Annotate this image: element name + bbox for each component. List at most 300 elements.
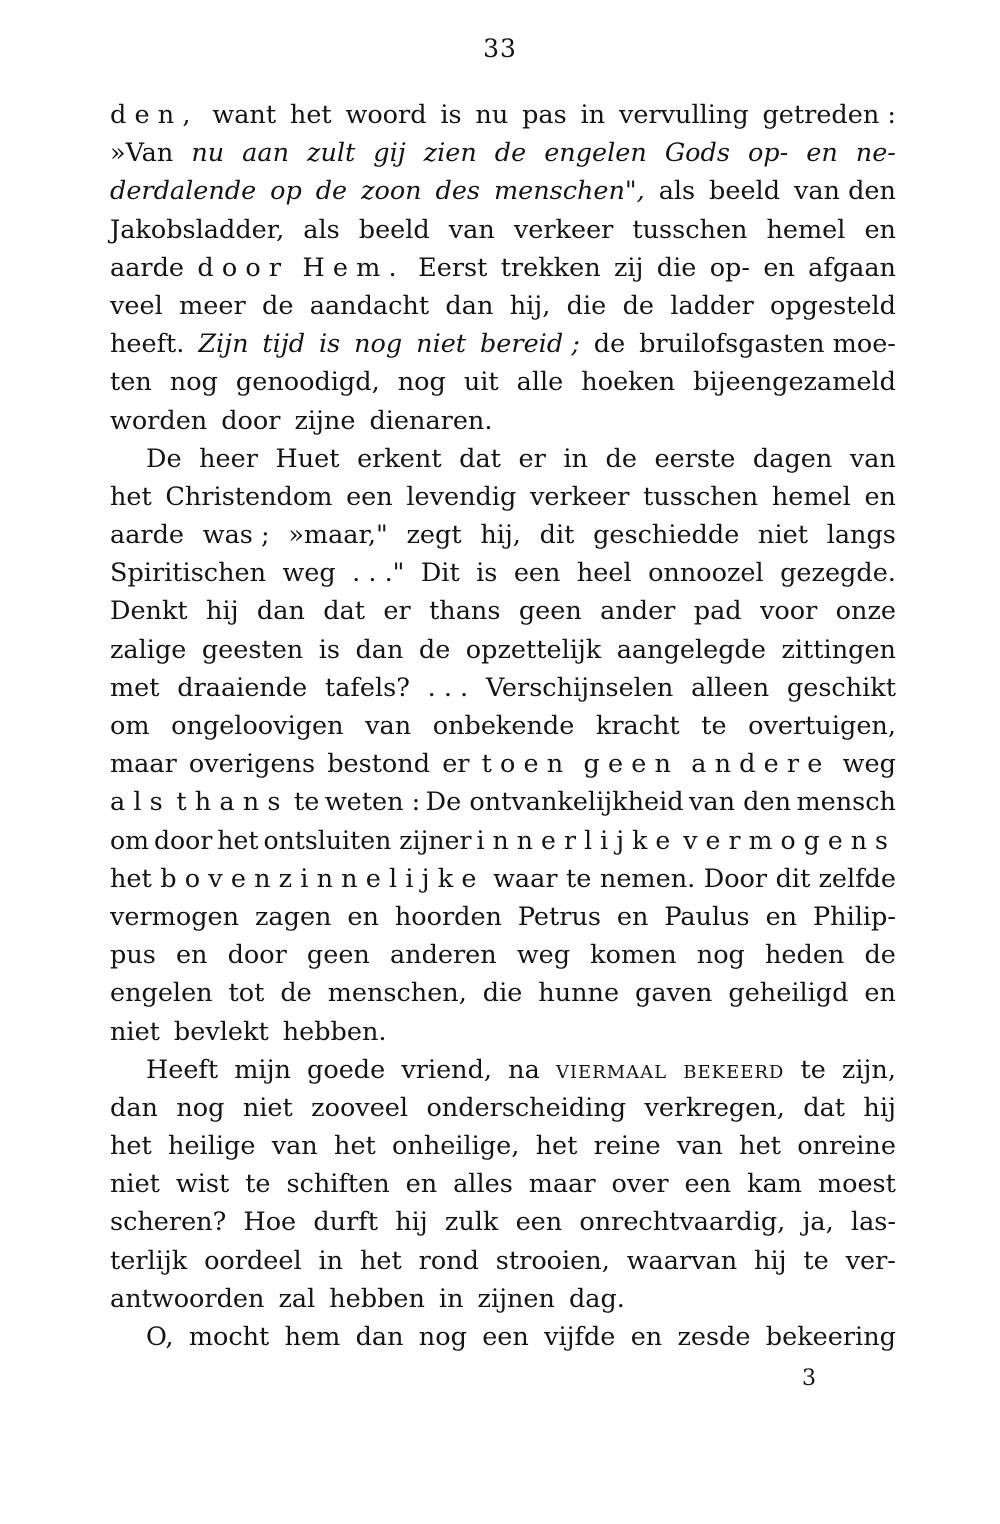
word: derdalende [110, 176, 257, 207]
text-line [110, 249, 896, 287]
word: heel [576, 558, 632, 589]
word: geen [306, 940, 370, 971]
word: waarvan [626, 1245, 738, 1276]
text-line [110, 1165, 896, 1203]
word: zegt [406, 520, 462, 551]
word: hemel [766, 214, 846, 245]
word: meer [179, 290, 246, 321]
text-line [110, 402, 896, 440]
word: dan [110, 1092, 158, 1123]
word: bekeering [765, 1322, 896, 1352]
word: onbekende [432, 711, 575, 741]
word: van [849, 443, 896, 474]
word: weg [842, 749, 896, 780]
text-line [110, 516, 896, 554]
text-line [110, 707, 896, 745]
word: zijn, [841, 1054, 896, 1085]
word: het [334, 1131, 376, 1162]
word: . . . [427, 672, 469, 703]
word: heilige [168, 1131, 256, 1162]
word: eerste [654, 443, 736, 474]
word: te [245, 1169, 271, 1200]
word: geesten [201, 634, 304, 665]
text-line [110, 1318, 896, 1356]
word: te [800, 1054, 826, 1085]
word: toen [481, 749, 572, 780]
word: bovenzinnelijke [160, 863, 485, 894]
word: op- [747, 138, 789, 169]
word: »Van [110, 138, 174, 169]
word: des [435, 176, 481, 207]
word: maar [528, 1169, 596, 1200]
word: ten [110, 367, 152, 398]
word: bruilofsgasten moe- [639, 329, 896, 360]
word: ja, [802, 1207, 834, 1238]
text-line [110, 440, 896, 478]
word: dan [256, 596, 305, 627]
text-line [110, 363, 896, 401]
word: dan [445, 290, 494, 321]
word: de [315, 176, 348, 207]
word: over [611, 1169, 669, 1200]
word: op [270, 176, 302, 207]
word: en [630, 1322, 663, 1352]
text-line [110, 822, 896, 860]
word: ontsluiten zijner [263, 825, 472, 855]
word: Denkt [110, 596, 188, 627]
word: en [763, 252, 795, 283]
word: is [318, 634, 340, 665]
word: onreine [797, 1131, 896, 1162]
word: in [580, 100, 606, 130]
word: Heeft [146, 1054, 219, 1085]
word: het [217, 825, 259, 855]
word: pad [693, 596, 742, 627]
word: mensch [796, 787, 896, 818]
word: »maar," [288, 520, 388, 551]
word: kam [747, 1169, 802, 1200]
word: hij [206, 596, 239, 627]
word: worden [110, 405, 208, 436]
word: bijeengezameld [693, 367, 896, 398]
word: nog [169, 367, 218, 398]
word: gaven [635, 978, 713, 1009]
body-text [110, 96, 896, 1356]
word: hij [754, 1245, 787, 1276]
word: ne- [855, 138, 896, 169]
word: door [153, 825, 213, 855]
word: menschen, [327, 978, 467, 1009]
word: onnoozel [648, 558, 764, 589]
word: pas [522, 100, 567, 130]
word: VIERMAAL [555, 1061, 668, 1083]
word: erkent [357, 443, 442, 474]
word: tusschen [643, 481, 759, 512]
signature-mark: 3 [802, 1366, 816, 1391]
word: menschen", [493, 176, 645, 207]
word: nog [176, 1092, 225, 1123]
word: in [563, 443, 588, 474]
text-line [110, 325, 896, 363]
word: en [864, 214, 896, 245]
word: ladder [670, 290, 754, 321]
word: hoorden [394, 901, 502, 932]
text-line [110, 898, 896, 936]
word: met [110, 672, 160, 703]
word: aan [242, 138, 290, 169]
word: moest [817, 1169, 896, 1200]
word: onderscheiding [426, 1092, 627, 1123]
word: voor [759, 596, 818, 627]
word: het [289, 100, 332, 130]
word: dat [459, 443, 501, 474]
text-line [110, 631, 896, 669]
word: het [110, 481, 152, 512]
word: Verschijnselen [485, 672, 674, 703]
word: De [146, 443, 182, 474]
text-line [110, 974, 896, 1012]
word: weg [282, 558, 336, 589]
word: heeft. [110, 329, 185, 360]
word: zulk [444, 1207, 499, 1238]
word: levendig [406, 481, 517, 512]
word: oordeel [204, 1245, 302, 1276]
word: in [318, 1245, 344, 1276]
word: Gods [664, 138, 730, 169]
word: zesde [677, 1322, 751, 1352]
word: te [701, 711, 727, 741]
word: een [515, 1207, 563, 1238]
word: tijd [262, 329, 306, 360]
word: tusschen [632, 214, 748, 245]
word: las- [850, 1207, 896, 1238]
word: thans [429, 596, 501, 627]
word: Eerst [418, 252, 488, 283]
text-line [110, 1203, 896, 1241]
word: Huet [275, 443, 340, 474]
word: als [110, 787, 171, 818]
word: hij [863, 1092, 896, 1123]
word: de [622, 290, 654, 321]
word: te [566, 863, 592, 894]
word: en [616, 901, 649, 932]
text-line [110, 96, 896, 134]
word: dagen [752, 443, 833, 474]
text-line [110, 1127, 896, 1165]
word: langs [826, 520, 896, 551]
word: aarde [110, 252, 185, 283]
word: kracht [595, 711, 680, 741]
word: de [262, 290, 294, 321]
text-line [110, 860, 896, 898]
word: zij [613, 252, 644, 283]
word: als [303, 214, 340, 245]
word: tot [228, 978, 265, 1009]
word: zittingen [781, 634, 896, 665]
word: Paulus [664, 901, 750, 932]
word: durft [313, 1207, 378, 1238]
word: er [518, 443, 546, 474]
word: zooveel [311, 1092, 409, 1123]
word: nog [418, 1322, 467, 1352]
word: strooien, [495, 1245, 610, 1276]
word: vermogens [683, 825, 896, 855]
word: hoeken [581, 367, 676, 398]
word: en [765, 901, 798, 932]
word: onheilige, [392, 1131, 520, 1162]
word: op- [709, 252, 750, 283]
word: bereid ; [479, 329, 580, 360]
text-line [110, 745, 896, 783]
word: dit [539, 520, 575, 551]
word: niet [110, 1169, 160, 1200]
word: een [346, 481, 393, 512]
word: engelen [544, 138, 647, 169]
word: beeld [709, 176, 781, 207]
word: terlijk [110, 1245, 188, 1276]
word: er [383, 596, 411, 627]
word: heden [765, 940, 845, 971]
word: . . ." [352, 558, 405, 589]
word: ongeloovigen [171, 711, 344, 741]
word: en [864, 978, 896, 1009]
word: alleen [691, 672, 770, 703]
word: de [593, 329, 626, 360]
word: afgaan [808, 252, 896, 283]
word: maar [110, 749, 177, 780]
word: overigens [188, 749, 316, 780]
word: Petrus [517, 901, 601, 932]
word: zagen [254, 901, 332, 932]
word: van [676, 1131, 723, 1162]
word: de [605, 443, 637, 474]
word: niet [110, 1016, 160, 1047]
word: weten : [324, 787, 421, 818]
word: zoon [361, 176, 422, 207]
word: er [442, 749, 470, 780]
word: en [347, 901, 379, 932]
word: gezegde. [780, 558, 896, 589]
word: dat [803, 1092, 846, 1123]
word: dat [323, 596, 366, 627]
text-line [110, 1051, 896, 1089]
word: Zijn [198, 329, 249, 360]
word: Philip- [813, 901, 896, 932]
word: nu [475, 100, 509, 130]
word: antwoorden [110, 1283, 265, 1314]
word: geschikt [786, 672, 896, 703]
word: Hem. [302, 252, 405, 283]
word: overtuigen, [748, 711, 896, 741]
word: onrechtvaardig, [579, 1207, 786, 1238]
word: mijn [234, 1054, 291, 1085]
text-line [110, 592, 896, 630]
word: het [110, 863, 152, 894]
word: scheren? [110, 1207, 227, 1238]
word: was ; [202, 520, 270, 551]
word: en [864, 481, 896, 512]
word: geschiedde [593, 520, 740, 551]
word: van [271, 1131, 318, 1162]
word: Hoe [243, 1207, 297, 1238]
word: rond [418, 1245, 479, 1276]
word: weg [516, 940, 571, 971]
word: nemen. [599, 863, 696, 894]
word: een [684, 1169, 732, 1200]
word: nu [191, 138, 225, 169]
word: andere [691, 749, 831, 780]
word: komen [590, 940, 677, 971]
word: mocht [188, 1322, 270, 1352]
word: hij, [509, 290, 551, 321]
word: beeld [358, 214, 430, 245]
word: zal [278, 1283, 316, 1314]
word: hunne [538, 978, 620, 1009]
word: de [494, 138, 527, 169]
word: van [448, 214, 495, 245]
word: den, [110, 100, 199, 130]
word: waar [493, 863, 558, 894]
word: geen [518, 596, 582, 627]
word: nog [696, 940, 745, 971]
text-line [110, 936, 896, 974]
word: verkregen, [644, 1092, 785, 1123]
word: innerlijke [476, 825, 679, 855]
word: en [806, 138, 838, 169]
word: getreden : [762, 100, 896, 130]
word: Door [703, 863, 768, 894]
text-line [110, 1242, 896, 1280]
word: door [227, 940, 287, 971]
word: O, [146, 1322, 174, 1352]
word: ander [600, 596, 676, 627]
word: geen [583, 749, 680, 780]
word: niet [758, 520, 808, 551]
word: dienaren. [369, 405, 493, 436]
word: dag. [568, 1283, 625, 1314]
word: alles [453, 1169, 513, 1200]
word: om [110, 825, 149, 855]
text-line [110, 478, 896, 516]
word: hij [395, 1207, 428, 1238]
word: niet [416, 329, 467, 360]
word: door [197, 252, 290, 283]
word: veel [110, 290, 163, 321]
word: goede [307, 1054, 386, 1085]
text-line [110, 554, 896, 592]
word: draaiende [177, 672, 308, 703]
word: zijne [294, 405, 356, 436]
word: die [566, 290, 607, 321]
word: die [656, 252, 697, 283]
word: zijnen [477, 1283, 555, 1314]
word: dit zelfde [775, 863, 896, 894]
word: BEKEERD [683, 1061, 785, 1083]
word: aarde [110, 520, 185, 551]
word: in [438, 1283, 464, 1314]
word: vervulling [618, 100, 749, 130]
word: geheiligd [728, 978, 849, 1009]
word: vijfde [544, 1322, 616, 1352]
word: Christendom [165, 481, 333, 512]
word: van den [689, 787, 792, 818]
word: schiften [286, 1169, 390, 1200]
word: wist [175, 1169, 230, 1200]
word: heer [199, 443, 258, 474]
word: zalige [110, 634, 187, 665]
word: Spiritischen [110, 558, 267, 589]
word: woord [345, 100, 427, 130]
word: nog [397, 367, 446, 398]
word: is [476, 558, 498, 589]
word: dan [355, 1322, 404, 1352]
word: Jakobsladder, [110, 214, 285, 245]
text-line [110, 1089, 896, 1127]
page-number: 33 [483, 34, 517, 63]
word: het [110, 1131, 152, 1162]
word: bevlekt [173, 1016, 269, 1047]
word: engelen [110, 978, 213, 1009]
word: te [294, 787, 320, 818]
text-line [110, 172, 896, 210]
word: pus [110, 940, 156, 971]
word: zien [423, 138, 477, 169]
word: alle [516, 367, 564, 398]
word: de [864, 940, 896, 971]
word: onze [835, 596, 896, 627]
word: genoodigd, [235, 367, 380, 398]
word: thans [176, 787, 289, 818]
word: om [110, 711, 150, 741]
word: van [365, 711, 412, 741]
word: ver- [845, 1245, 896, 1276]
word: trekken [500, 252, 601, 283]
word: aandacht [309, 290, 430, 321]
word: een [482, 1322, 529, 1352]
word: aangelegde [616, 634, 766, 665]
word: een [513, 558, 561, 589]
text-line [110, 669, 896, 707]
word: De ontvankelijkheid [425, 787, 684, 818]
word: hebben. [282, 1016, 387, 1047]
word: is [318, 329, 341, 360]
word: tafels? [324, 672, 410, 703]
text-line [110, 1013, 896, 1051]
word: dan [355, 634, 404, 665]
word: vermogen [110, 901, 240, 932]
word: nog [354, 329, 403, 360]
word: reine [593, 1131, 661, 1162]
word: het [739, 1131, 781, 1162]
word: zult [307, 138, 356, 169]
word: uit [463, 367, 499, 398]
word: en [405, 1169, 438, 1200]
word: hemel [771, 481, 851, 512]
word: niet [242, 1092, 293, 1123]
word: het [359, 1245, 402, 1276]
text-line [110, 287, 896, 325]
word: door [221, 405, 281, 436]
word: de [280, 978, 312, 1009]
word: verkeer [529, 481, 630, 512]
word: gij [373, 138, 406, 169]
word: want [212, 100, 277, 130]
word: anderen [389, 940, 497, 971]
word: bestond [327, 749, 431, 780]
word: het [535, 1131, 578, 1162]
word: en [175, 940, 208, 971]
text-line [110, 211, 896, 249]
